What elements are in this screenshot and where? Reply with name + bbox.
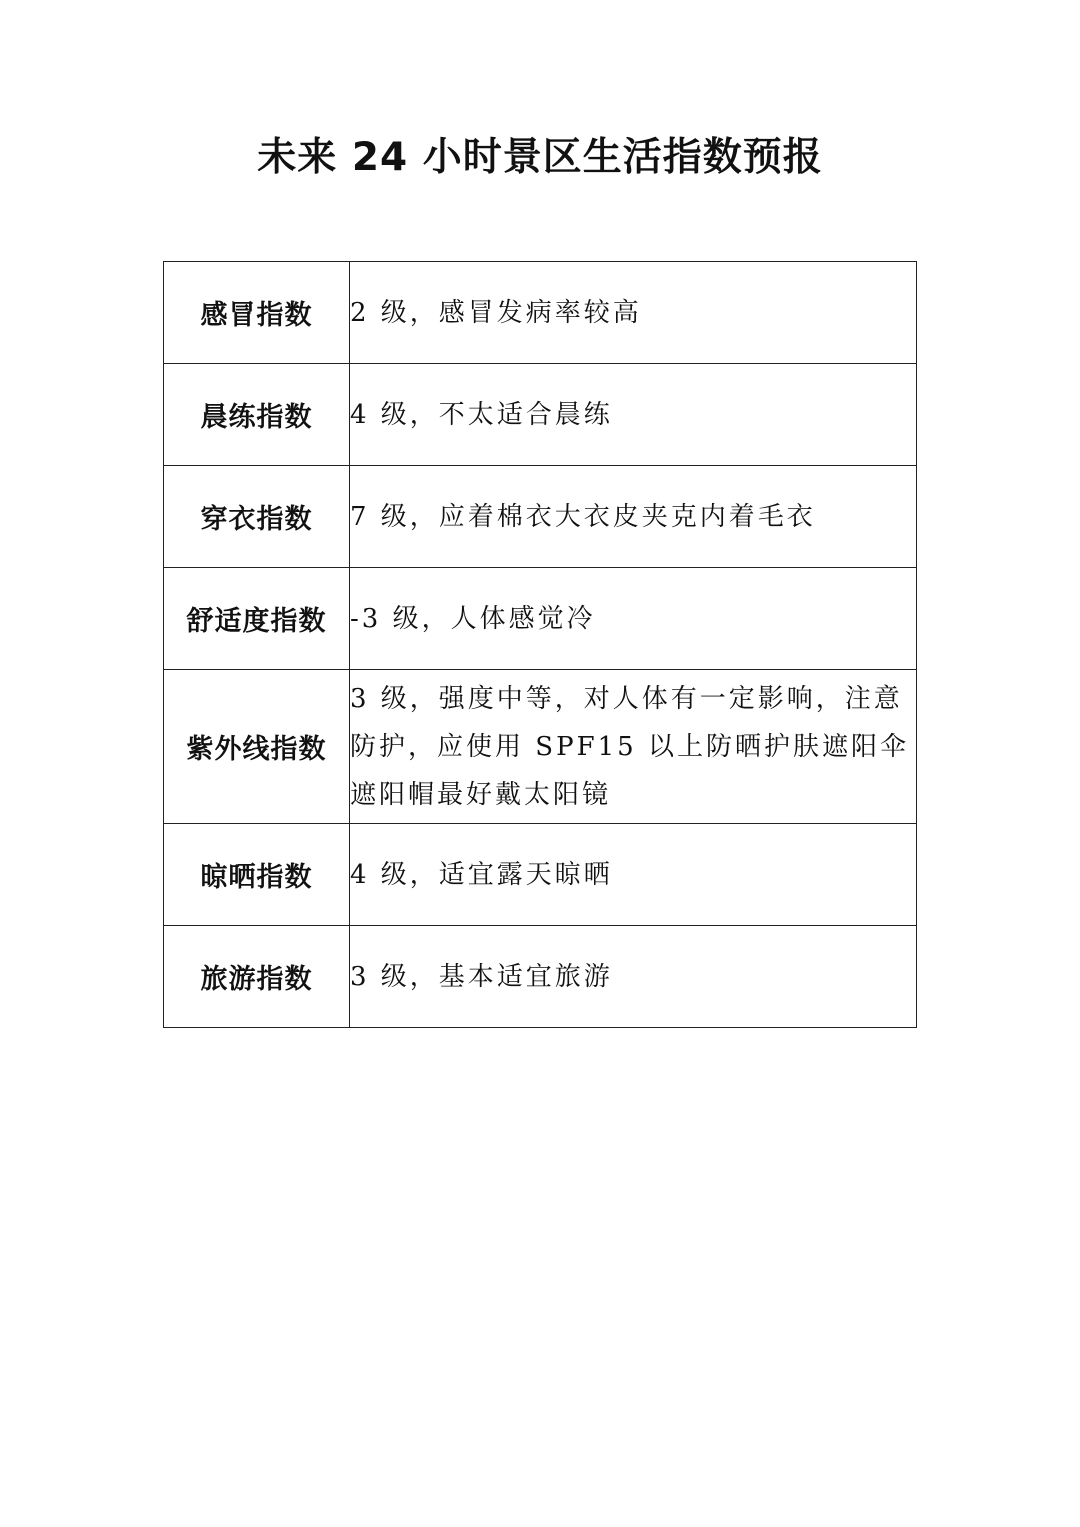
index-value-cell: -3 级，人体感觉冷 xyxy=(350,568,917,670)
index-name-cell: 感冒指数 xyxy=(164,262,350,364)
page-title: 未来 24 小时景区生活指数预报 xyxy=(257,135,823,180)
index-name-cell: 紫外线指数 xyxy=(164,670,350,824)
table-row-uv-index xyxy=(164,670,917,824)
index-value-cell: 3 级，强度中等，对人体有一定影响，注意防护，应使用 SPF15 以上防晒护肤遮阳伞遮阳帽最好戴太阳镜 xyxy=(350,670,917,824)
table-row-dressing-index xyxy=(164,466,917,568)
index-value-cell: 4 级，适宜露天晾晒 xyxy=(350,824,917,926)
table-row-morning-exercise-index xyxy=(164,364,917,466)
index-name-cell: 穿衣指数 xyxy=(164,466,350,568)
table-row-comfort-index xyxy=(164,568,917,670)
index-name-cell: 晨练指数 xyxy=(164,364,350,466)
index-value-cell: 7 级，应着棉衣大衣皮夹克内着毛衣 xyxy=(350,466,917,568)
table-row-drying-index xyxy=(164,824,917,926)
index-value-cell: 2 级，感冒发病率较高 xyxy=(350,262,917,364)
index-value-cell: 4 级，不太适合晨练 xyxy=(350,364,917,466)
index-name-cell: 旅游指数 xyxy=(164,926,350,1028)
index-value-cell: 3 级，基本适宜旅游 xyxy=(350,926,917,1028)
life-index-table xyxy=(163,261,917,1028)
table-row-travel-index xyxy=(164,926,917,1028)
index-name-cell: 舒适度指数 xyxy=(164,568,350,670)
table-row-cold-index xyxy=(164,262,917,364)
index-name-cell: 晾晒指数 xyxy=(164,824,350,926)
